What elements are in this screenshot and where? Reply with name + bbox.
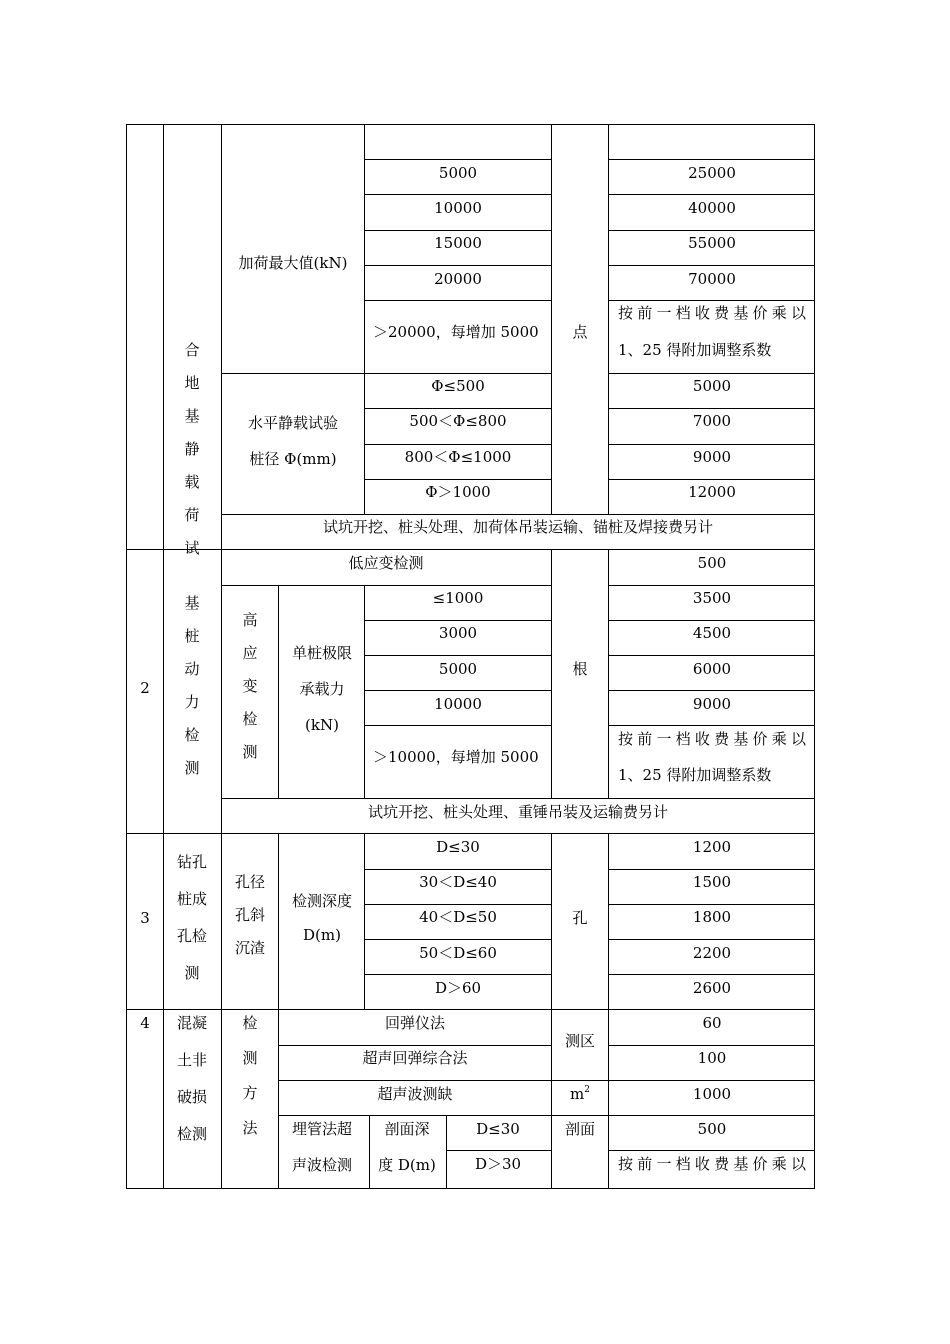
table-cell: 25000 (688, 164, 736, 182)
capacity-label: 单桩极限 承载力 (kN) (291, 644, 353, 734)
unit-test-area: 测区 (564, 1032, 596, 1050)
rebound-fee: 60 (702, 1014, 722, 1032)
table-cell: D≤30 (476, 1120, 520, 1138)
pipe-method-label: 埋管法超 声波检测 (291, 1120, 353, 1174)
table-cell: 3500 (692, 589, 732, 607)
section3-number: 3 (140, 909, 150, 927)
table-cell: 500 (697, 1120, 727, 1138)
unit-section: 剖面 (564, 1120, 596, 1138)
table-cell: 70000 (688, 270, 736, 288)
table-cell: D＞60 (434, 979, 482, 997)
table-cell: D≤30 (436, 838, 480, 856)
table-cell: 10000 (434, 695, 482, 713)
table-cell: 1200 (692, 838, 732, 856)
table-cell: 9000 (692, 695, 732, 713)
section4-name: 混凝 土非 破损 检测 (176, 1014, 208, 1143)
table-cell: 10000 (434, 199, 482, 217)
table-cell: 30＜D≤40 (419, 873, 497, 891)
section3-item: 孔径 孔斜 沉渣 (234, 873, 266, 957)
unit-pile: 根 (572, 660, 588, 678)
table-cell: ≤1000 (432, 589, 484, 607)
table-cell: 1800 (692, 908, 732, 926)
table-cell: 7000 (692, 412, 732, 430)
method-label: 检 测 方 法 (242, 1014, 258, 1137)
high-strain-label: 高 应 变 检 测 (242, 611, 258, 761)
table-cell: 50＜D≤60 (419, 944, 497, 962)
ultra-defect-fee: 1000 (692, 1085, 732, 1103)
table-cell: 55000 (688, 234, 736, 252)
section2-number: 2 (140, 679, 150, 697)
table-cell: 按前一档收费基价乘以 (618, 304, 806, 322)
ultra-rebound-fee: 100 (697, 1049, 727, 1067)
table-cell: 2200 (692, 944, 732, 962)
section3-name: 钻孔 桩成 孔检 测 (176, 853, 208, 982)
table-cell: D＞30 (474, 1155, 522, 1173)
section2-note: 试坑开挖、桩头处理、重锤吊装及运输费另计 (367, 803, 669, 821)
ultra-defect-method: 超声波测缺 (377, 1085, 453, 1103)
table-cell: Φ≤500 (431, 377, 485, 395)
unit-square-meter: $m^2$ (570, 1085, 590, 1103)
table-cell: 40＜D≤50 (419, 908, 497, 926)
low-strain-label: 低应变检测 (348, 554, 424, 572)
table-cell: 按前一档收费基价乘以 (618, 1155, 806, 1173)
ultra-rebound-method: 超声回弹综合法 (362, 1049, 468, 1067)
table-cell: 1500 (692, 873, 732, 891)
table-cell: Φ＞1000 (425, 483, 491, 501)
table-cell: 12000 (688, 483, 736, 501)
section2-name: 基 桩 动 力 检 测 (184, 594, 200, 777)
low-strain-fee: 500 (697, 554, 727, 572)
section1-note: 试坑开挖、桩头处理、加荷体吊装运输、锚桩及焊接费另计 (322, 518, 714, 536)
unit-hole: 孔 (572, 909, 588, 927)
table-cell: 40000 (688, 199, 736, 217)
table-cell: 15000 (434, 234, 482, 252)
horizontal-static-label: 水平静载试验 桩径 Φ(mm) (247, 414, 339, 468)
table-cell: 5000 (692, 377, 732, 395)
table-cell: ＞10000，每增加 5000 (373, 748, 539, 766)
table-cell: 3000 (438, 624, 478, 642)
table-cell: 2600 (692, 979, 732, 997)
table-cell: 500＜Φ≤800 (409, 412, 507, 430)
table-cell: 4500 (692, 624, 732, 642)
depth-label: 检测深度 D(m) (291, 892, 353, 944)
table-cell: 5000 (438, 164, 478, 182)
load-max-label: 加荷最大值(kN) (238, 254, 348, 272)
table-cell: 1、25 得附加调整系数 (618, 766, 772, 784)
section1-name: 合 地 基 静 载 荷 试 (184, 341, 200, 557)
table-cell: ＞20000，每增加 5000 (373, 323, 539, 341)
table-cell: 1、25 得附加调整系数 (618, 341, 772, 359)
table-cell: 6000 (692, 660, 732, 678)
rebound-method: 回弹仪法 (384, 1014, 446, 1032)
table-cell: 800＜Φ≤1000 (404, 448, 512, 466)
table-cell: 5000 (438, 660, 478, 678)
unit-point: 点 (572, 323, 588, 341)
section4-number: 4 (140, 1014, 150, 1032)
section-depth-label: 剖面深 度 D(m) (378, 1120, 436, 1174)
table-cell: 按前一档收费基价乘以 (618, 730, 806, 748)
table-cell: 9000 (692, 448, 732, 466)
table-cell: 20000 (434, 270, 482, 288)
